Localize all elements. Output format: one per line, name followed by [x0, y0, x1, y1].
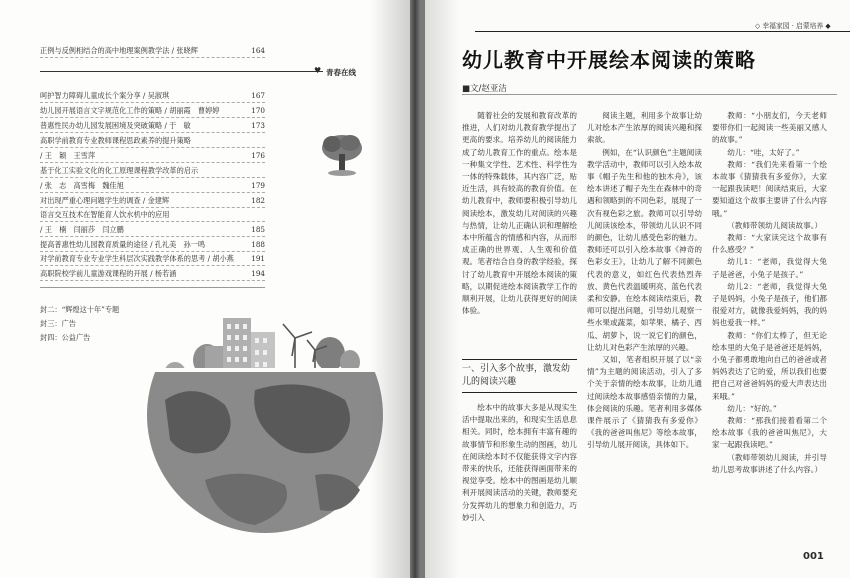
toc-dotted-rule: [40, 177, 265, 178]
toc-entry-title: 基于化工实验文化的化工原理课程教学改革的启示: [40, 166, 199, 175]
paragraph: 幼儿：“好的。”: [727, 403, 777, 413]
toc-entry[interactable]: [40, 255, 265, 265]
article-title: 幼儿教育中开展绘本阅读的策略: [462, 48, 756, 72]
paragraph: 例如，在“认识颜色”主题阅读教学活动中，教师可以引入绘本故事《帽子先生和他的独木舟》，该绘本讲述了帽子先生在森林中的奇遇和领略到的不同色彩，展现了一次有视色彩之旅。教师可以引导幼儿阅读该绘本，带领幼儿认识不同的颜色，让幼儿感受色彩的魅力。教师还可以引入绘本故事《神奇的色彩女王》，让幼儿了解不同颜色代表的意义，如红色代表热烈奔放、黄色代表温暖明亮、蓝色代表柔和安静。在绘本阅读结束后，教师可以提出问题，引导幼儿观察一些水果或蔬菜，如苹果、橘子、西瓜、胡萝卜，说一说它们的颜色，让幼儿对色彩产生浓厚的兴趣。: [587, 147, 702, 352]
subheading: 一、引入多个故事，激发幼儿的阅读兴趣: [462, 364, 571, 387]
subheading-rule-top: [462, 359, 577, 360]
toc-entry-title: / 王 颖 王雪萍: [40, 151, 96, 160]
heart-icon: ♥: [314, 66, 322, 75]
paragraph: 又如，笔者组织开展了以“亲情”为主题的阅读活动，引入了多个关于亲情的绘本故事，让幼儿通过阅读绘本故事感悟亲情的力量，体会阅读的乐趣。笔者利用多媒体课件展示了《猜猜我有多爱你》《我的爸爸叫焦尼》等绘本故事，引导幼儿展开阅读，具体如下。: [587, 355, 702, 450]
paragraph: 幼儿1：“老师，我觉得大兔子是爸爸，小兔子是孩子。”: [712, 257, 827, 279]
paragraph: 教师：“我们先来看第一个绘本故事《猜猜我有多爱你》，大家一起跟我读吧！阅读结束后，大家要知道这个故事主要讲了什么内容哦。”: [712, 159, 827, 218]
toc-dotted-rule: [40, 192, 265, 193]
paragraph: 教师：“小朋友们，今天老师要带你们一起阅读一些美丽又感人的故事。”: [712, 111, 827, 145]
toc-dotted-rule: [40, 147, 265, 148]
header-rule: [475, 31, 850, 32]
toc-entry-page: 164: [251, 46, 265, 55]
cover-note: 封三：广告: [40, 319, 76, 328]
column-1-bottom: [462, 402, 577, 524]
section-label: 青春在线: [323, 67, 359, 78]
toc-dotted-rule: [40, 57, 265, 58]
paragraph: 幼儿2：“老师，我觉得大兔子是妈妈，小兔子是孩子，他们都很爱对方，就像我爱妈妈，我的妈妈也爱我一样。”: [712, 281, 827, 328]
toc-entry[interactable]: [40, 197, 265, 207]
page-number: 001: [803, 551, 824, 562]
toc-entry-title: 正例与反例相结合的高中地理案例教学法 / 张晓辉: [40, 46, 198, 55]
globe-city-illustration: [145, 310, 385, 535]
toc-entry[interactable]: [40, 92, 265, 102]
toc-entry-title: 提高普惠性幼儿园教育质量的途径 / 孔礼美 孙一鸣: [40, 240, 206, 249]
toc-entry-title: 对出现严重心理问题学生的调查 / 金建辉: [40, 196, 170, 205]
toc-entry-page: 185: [251, 225, 265, 234]
toc-entry[interactable]: [40, 122, 265, 132]
toc-dotted-rule: [40, 162, 265, 163]
column-3: [712, 110, 827, 476]
toc-entry[interactable]: [40, 137, 265, 147]
toc-entry[interactable]: [40, 270, 265, 280]
tree-icon: [318, 132, 366, 178]
paragraph: 教师：“大家读完这个故事有什么感受？”: [712, 233, 827, 255]
article-author: ■文/赵亚洁: [462, 84, 507, 94]
toc-dotted-rule: [40, 236, 265, 237]
toc-dotted-rule: [40, 102, 265, 103]
toc-entry-title: 普惠性民办幼儿园发展困境及突破策略 / 于 敏: [40, 121, 191, 130]
section-divider: [40, 71, 355, 72]
toc-dotted-rule: [40, 280, 265, 281]
toc-dotted-rule: [40, 221, 265, 222]
toc-entry-title: 语言交互技术在智能育人饮水机中的应用: [40, 210, 170, 219]
toc-entry-title: / 王 楠 闫丽莎 闫立鹏: [40, 225, 124, 234]
toc-entry-page: 170: [251, 106, 265, 115]
toc-dotted-rule: [40, 251, 265, 252]
paragraph: 幼儿：“哇，太好了。”: [727, 147, 800, 157]
toc-end-divider: [40, 287, 265, 288]
toc-entry[interactable]: [40, 107, 265, 117]
toc-entry-page: 194: [251, 269, 265, 278]
toc-entry-title: 呵护智力障碍儿童成长个案分享 / 吴淑琪: [40, 91, 170, 100]
toc-dotted-rule: [40, 265, 265, 266]
cover-note: 封四：公益广告: [40, 333, 91, 342]
table-of-contents: [40, 0, 265, 290]
toc-dotted-rule: [40, 207, 265, 208]
toc-entry-page: 179: [251, 181, 265, 190]
toc-dotted-rule: [40, 117, 265, 118]
toc-entry-title: 高职学前教育专业教师课程思政素养的提升策略: [40, 136, 191, 145]
toc-entry-page: 176: [251, 151, 265, 160]
toc-entry[interactable]: [40, 226, 265, 236]
toc-dotted-rule: [40, 132, 265, 133]
column-1-top: [462, 110, 577, 317]
toc-entry[interactable]: [40, 152, 265, 162]
toc-entry-page: 173: [251, 121, 265, 130]
toc-entry-title: / 张 志 高雪梅 魏佳旭: [40, 181, 124, 190]
toc-entry-title: 幼儿园开展语言文字规范化工作的策略 / 胡丽霞 曹婷婷: [40, 106, 220, 115]
toc-entry[interactable]: [40, 182, 265, 192]
cover-note: 封二：“辉煌这十年”专题: [40, 305, 120, 314]
left-page: [0, 0, 410, 578]
column-2: [587, 110, 702, 452]
paragraph: （教师带领幼儿阅读故事。）: [727, 220, 823, 230]
paragraph: 教师：“那我们接着看第二个绘本故事《我的爸爸叫焦尼》，大家一起跟我读吧。”: [712, 416, 827, 450]
toc-entry[interactable]: [40, 211, 265, 221]
right-page: [425, 0, 850, 578]
section-1-paragraph: 绘本中的故事大多是从现实生活中提取出来的，和现实生活息息相关。同时，绘本拥有丰富有趣的故事情节和形象生动的图画，幼儿在阅读绘本时不仅能获得文字内容带来的快乐，还能获得画面带来的视觉享受。绘本中的图画是幼儿顺利开展阅读活动的关键，教师要充分发挥幼儿的想象力和创造力，巧妙引入: [462, 403, 577, 522]
cover-notes: [40, 305, 119, 347]
intro-paragraph: 随着社会的发展和教育改革的推进，人们对幼儿教育教学提出了更高的要求。培养幼儿的阅读能力成了幼儿教育工作的重点。绘本是一种集文学性、艺术性、科学性为一体的特殊载体，其内容广泛，贴近生活，具有较高的教育价值。在幼儿教育中，教师要积极引导幼儿阅读绘本，激发幼儿对阅读的兴趣与热情，让幼儿正确认识和理解绘本中所蕴含的情感和内容，从而形成正确的世界观、人生观和价值观。笔者结合自身的教学经验，探讨了幼儿教育中开展绘本阅读的策略，以期促进绘本阅读教学工作的顺利开展，让幼儿获得更好的阅读体验。: [462, 111, 577, 316]
toc-entry-page: 182: [251, 196, 265, 205]
toc-entry-title: 对学前教育专业专业学生科层次实践教学体系的思考 / 胡小燕: [40, 254, 234, 263]
paragraph: （教师带领幼儿阅读，并引导幼儿思考故事讲述了什么内容。）: [712, 452, 827, 474]
toc-entry[interactable]: [40, 47, 265, 57]
paragraph: 阅读主题，利用多个故事让幼儿对绘本产生浓厚的阅读兴趣和探索欲。: [587, 111, 702, 145]
subheading-rule-bottom: [462, 392, 577, 393]
toc-entry-title: 高职院校学前儿童游戏课程的开展 / 杨若涵: [40, 269, 177, 278]
toc-entry-page: 167: [251, 91, 265, 100]
toc-entry[interactable]: [40, 167, 265, 177]
toc-entry-page: 188: [251, 240, 265, 249]
paragraph: 教师：“你们太棒了，但无论绘本里的大兔子是爸爸还是妈妈，小兔子都勇敢地向自己的爸爸或者妈妈表达了它的爱，所以我们也要把自己对爸爸妈妈的爱大声表达出来哦。”: [712, 330, 827, 401]
column-header-tag: ◇ 幸福家园 · 启蒙培养 ◆: [755, 22, 831, 30]
toc-entry[interactable]: [40, 241, 265, 251]
toc-entry-page: 191: [251, 254, 265, 263]
author-rule: [462, 94, 837, 95]
